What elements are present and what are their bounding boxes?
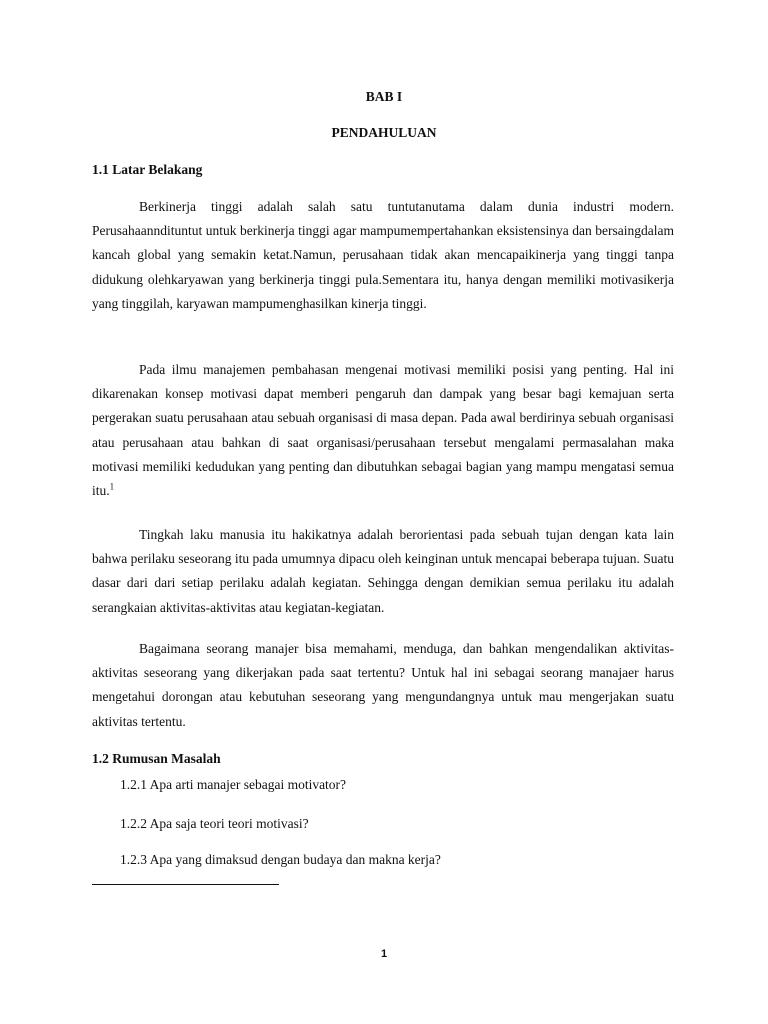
chapter-title: PENDAHULUAN — [331, 125, 437, 140]
paragraph-3: Tingkah laku manusia itu hakikatnya adalah berorientasi pada sebuah tujan dengan kata lain bahwa perilaku seseorang itu pada umumnya dipacu oleh keinginan untuk mencapai beberapa tujuan. Suatu dasar dari dari setiap perilaku adalah kegiatan. Sehingga dengan demikian semua perilaku itu adalah serangkaian aktivitas-aktivitas atau kegiatan-kegiatan. — [92, 527, 674, 615]
paragraph-1: Berkinerja tinggi adalah salah satu tuntutanutama dalam dunia industri modern. Perusahaanndituntut untuk berkinerja tinggi agar mampumempertahankan eksistensinya dan bersaingdalam kancah global yang semakin ketat.Namun, perusahaan tidak akan mencapaikinerja yang tinggi tanpa didukung olehkaryawan yang berkinerja tinggi pula.Sementara itu, hanya dengan memiliki motivasikerja yang tinggilah, karyawan mampumenghasilkan kinerja tinggi. — [92, 199, 674, 311]
problem-item-1: 1.2.1 Apa arti manajer sebagai motivator? — [120, 777, 347, 792]
paragraph-2 — [92, 358, 674, 503]
section-heading-rumusan-masalah: 1.2 Rumusan Masalah — [92, 751, 221, 766]
page-number: 1 — [380, 948, 388, 960]
section-heading-latar-belakang: 1.1 Latar Belakang — [92, 162, 203, 177]
problem-item-2: 1.2.2 Apa saja teori teori motivasi? — [120, 816, 309, 831]
footnote-separator — [92, 884, 279, 885]
footnote-marker: 1 — [109, 481, 115, 492]
paragraph-2-text: Pada ilmu manajemen pembahasan mengenai motivasi memiliki posisi yang penting. Hal ini dikarenakan konsep motivasi dapat memberi pengaruh dan dampak yang besar bagi kemajuan serta pergerakan suatu perusahaan atau sebuah organisasi di masa depan. Pada awal berdirinya sebuah organisasi atau perusahaan atau bahkan di saat organisasi/perusahaan tersebut mengalami permasalahan maka motivasi memiliki kedudukan yang penting dan dibutuhkan sebagai bagian yang mampu mengatasi semua itu. — [92, 362, 674, 499]
chapter-label: BAB I — [365, 89, 403, 104]
problem-item-3: 1.2.3 Apa yang dimaksud dengan budaya dan makna kerja? — [120, 852, 441, 867]
paragraph-4: Bagaimana seorang manajer bisa memahami, menduga, dan bahkan mengendalikan aktivitas-aktivitas seseorang yang dikerjakan pada saat tertentu? Untuk hal ini sebagai seorang manajaer harus mengetahui dorongan atau kebutuhan seseorang yang mengundangnya untuk mau mengerjakan suatu aktivitas tertentu. — [92, 641, 674, 729]
